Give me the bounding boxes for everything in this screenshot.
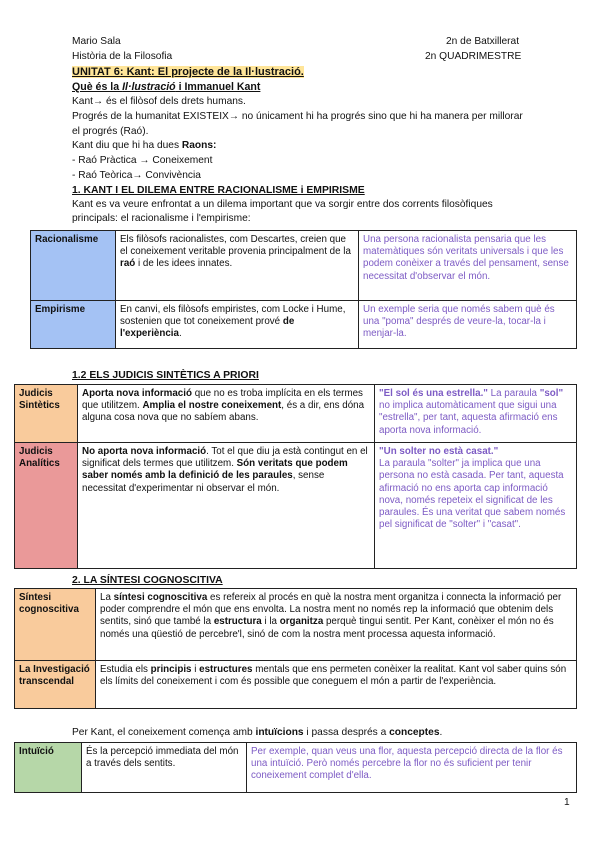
intro-line: - Raó Pràctica → Coneixement — [72, 155, 213, 166]
table-row — [31, 231, 577, 301]
row-example: "El sol és una estrella." La paraula "sol" no implica automàticament que sigui una "estrella", per tant, aquesta afirmació ens aporta nova informació. — [375, 385, 577, 443]
table-row — [15, 743, 577, 793]
row-description: És la percepció immediata del món a través dels sentits. — [82, 743, 247, 793]
row-example: Una persona racionalista pensaria que les matemàtiques són veritats universals i que les podem conèixer a través del pensament, sense necessitat d'observar el món. — [359, 231, 577, 301]
author-name: Mario Sala — [72, 36, 121, 47]
section1-title: 1. KANT I EL DILEMA ENTRE RACIONALISME i EMPIRISME — [72, 185, 365, 196]
intro-line: el progrés (Raó). — [72, 126, 149, 137]
row-example: Per exemple, quan veus una flor, aquesta percepció directa de la flor és una intuïció. Però només percebre la flor no és suficient per tenir coneixement complet d'ella. — [247, 743, 577, 793]
row-description: No aporta nova informació. Tot el que diu ja està contingut en el significat dels termes que utilitzem. Són veritats que podem saber només amb la definició de les paraules, sense necessitat d'experimentar ni observar el món. — [78, 443, 375, 569]
table-row — [15, 661, 577, 709]
unit-title: UNITAT 6: Kant: El projecte de la Il·lustració. — [72, 66, 304, 78]
row-description: Aporta nova informació que no es troba implícita en els termes que utilitzem. Amplia el nostre coneixement, és a dir, ens dóna alguna cosa nova que no sabíem abans. — [78, 385, 375, 443]
intro-line: - Raó Teòrica→ Convivència — [72, 170, 201, 181]
section1-intro: principals: el racionalisme i l'empirisme: — [72, 213, 251, 224]
row-description: Estudia els principis i estructures mentals que ens permeten conèixer la realitat. Kant vol saber quins són els límits del coneixement i com és possible que coneguem el món a partir de l'experiència. — [96, 661, 577, 709]
row-label: Racionalisme — [31, 231, 116, 301]
row-label: Intuïció — [15, 743, 82, 793]
table-row — [15, 443, 577, 569]
row-label: Síntesi cognoscitiva — [15, 589, 96, 661]
row-label: Judicis Analítics — [15, 443, 78, 569]
intro-line: Kant diu que hi ha dues Raons: — [72, 140, 217, 151]
subject-name: Història de la Filosofia — [72, 51, 173, 62]
section12-title: 1.2 ELS JUDICIS SINTÈTICS A PRIORI — [72, 370, 259, 381]
section2-after: Per Kant, el coneixement comença amb intuïcions i passa després a conceptes. — [72, 727, 443, 738]
row-label: Judicis Sintètics — [15, 385, 78, 443]
intro-heading: Què és la Il·lustració i Immanuel Kant — [72, 81, 261, 93]
intro-line: Progrés de la humanitat EXISTEIX→ no únicament hi ha progrés sino que hi ha manera per millorar — [72, 111, 523, 122]
intuicio-table — [14, 742, 577, 793]
table-row — [31, 301, 577, 349]
row-example: "Un solter no està casat." La paraula "solter" ja implica que una persona no està casada. Per tant, aquesta afirmació no ens aporta cap informació nova, només repeteix el significat de les paraules. És una veritat que sabem només pel significat de "solter" i "casat". — [375, 443, 577, 569]
row-description: La síntesi cognoscitiva es refereix al procés en què la nostra ment organitza i connecta la informació per poder comprendre el món que ens envolta. La nostra ment no només rep la informació que obtenim dels sentits, sinó que també la estructura i la organitza perquè tingui sentit. Per Kant, conèixer el món no és només una qüestió de percebre'l, sinó de com la nostra ment processa aquesta informació. — [96, 589, 577, 661]
intro-line: Kant→ és el filòsof dels drets humans. — [72, 96, 246, 107]
table-row — [15, 385, 577, 443]
page-number: 1 — [564, 797, 570, 808]
section2-title: 2. LA SÍNTESI COGNOSCITIVA — [72, 575, 223, 586]
judicis-table — [14, 384, 577, 569]
section1-intro: Kant es va veure enfrontat a un dilema important que va sorgir entre dos corrents filosòfiques — [72, 199, 493, 210]
row-description: Els filòsofs racionalistes, com Descartes, creien que el coneixement veritable provenia principalment de la raó i de les idees innates. — [116, 231, 359, 301]
course-label: 2n de Batxillerat — [446, 36, 520, 47]
sintesi-table — [14, 588, 577, 709]
term-label: 2n QUADRIMESTRE — [425, 51, 522, 62]
row-label: Empirisme — [31, 301, 116, 349]
table-row — [15, 589, 577, 661]
row-label: La Investigació transcendal — [15, 661, 96, 709]
racionalisme-empirisme-table — [30, 230, 577, 349]
row-description: En canvi, els filòsofs empiristes, com Locke i Hume, sostenien que tot coneixement prové de l'experiència. — [116, 301, 359, 349]
row-example: Un exemple seria que només sabem què és una "poma" després de veure-la, tocar-la i menjar-la. — [359, 301, 577, 349]
